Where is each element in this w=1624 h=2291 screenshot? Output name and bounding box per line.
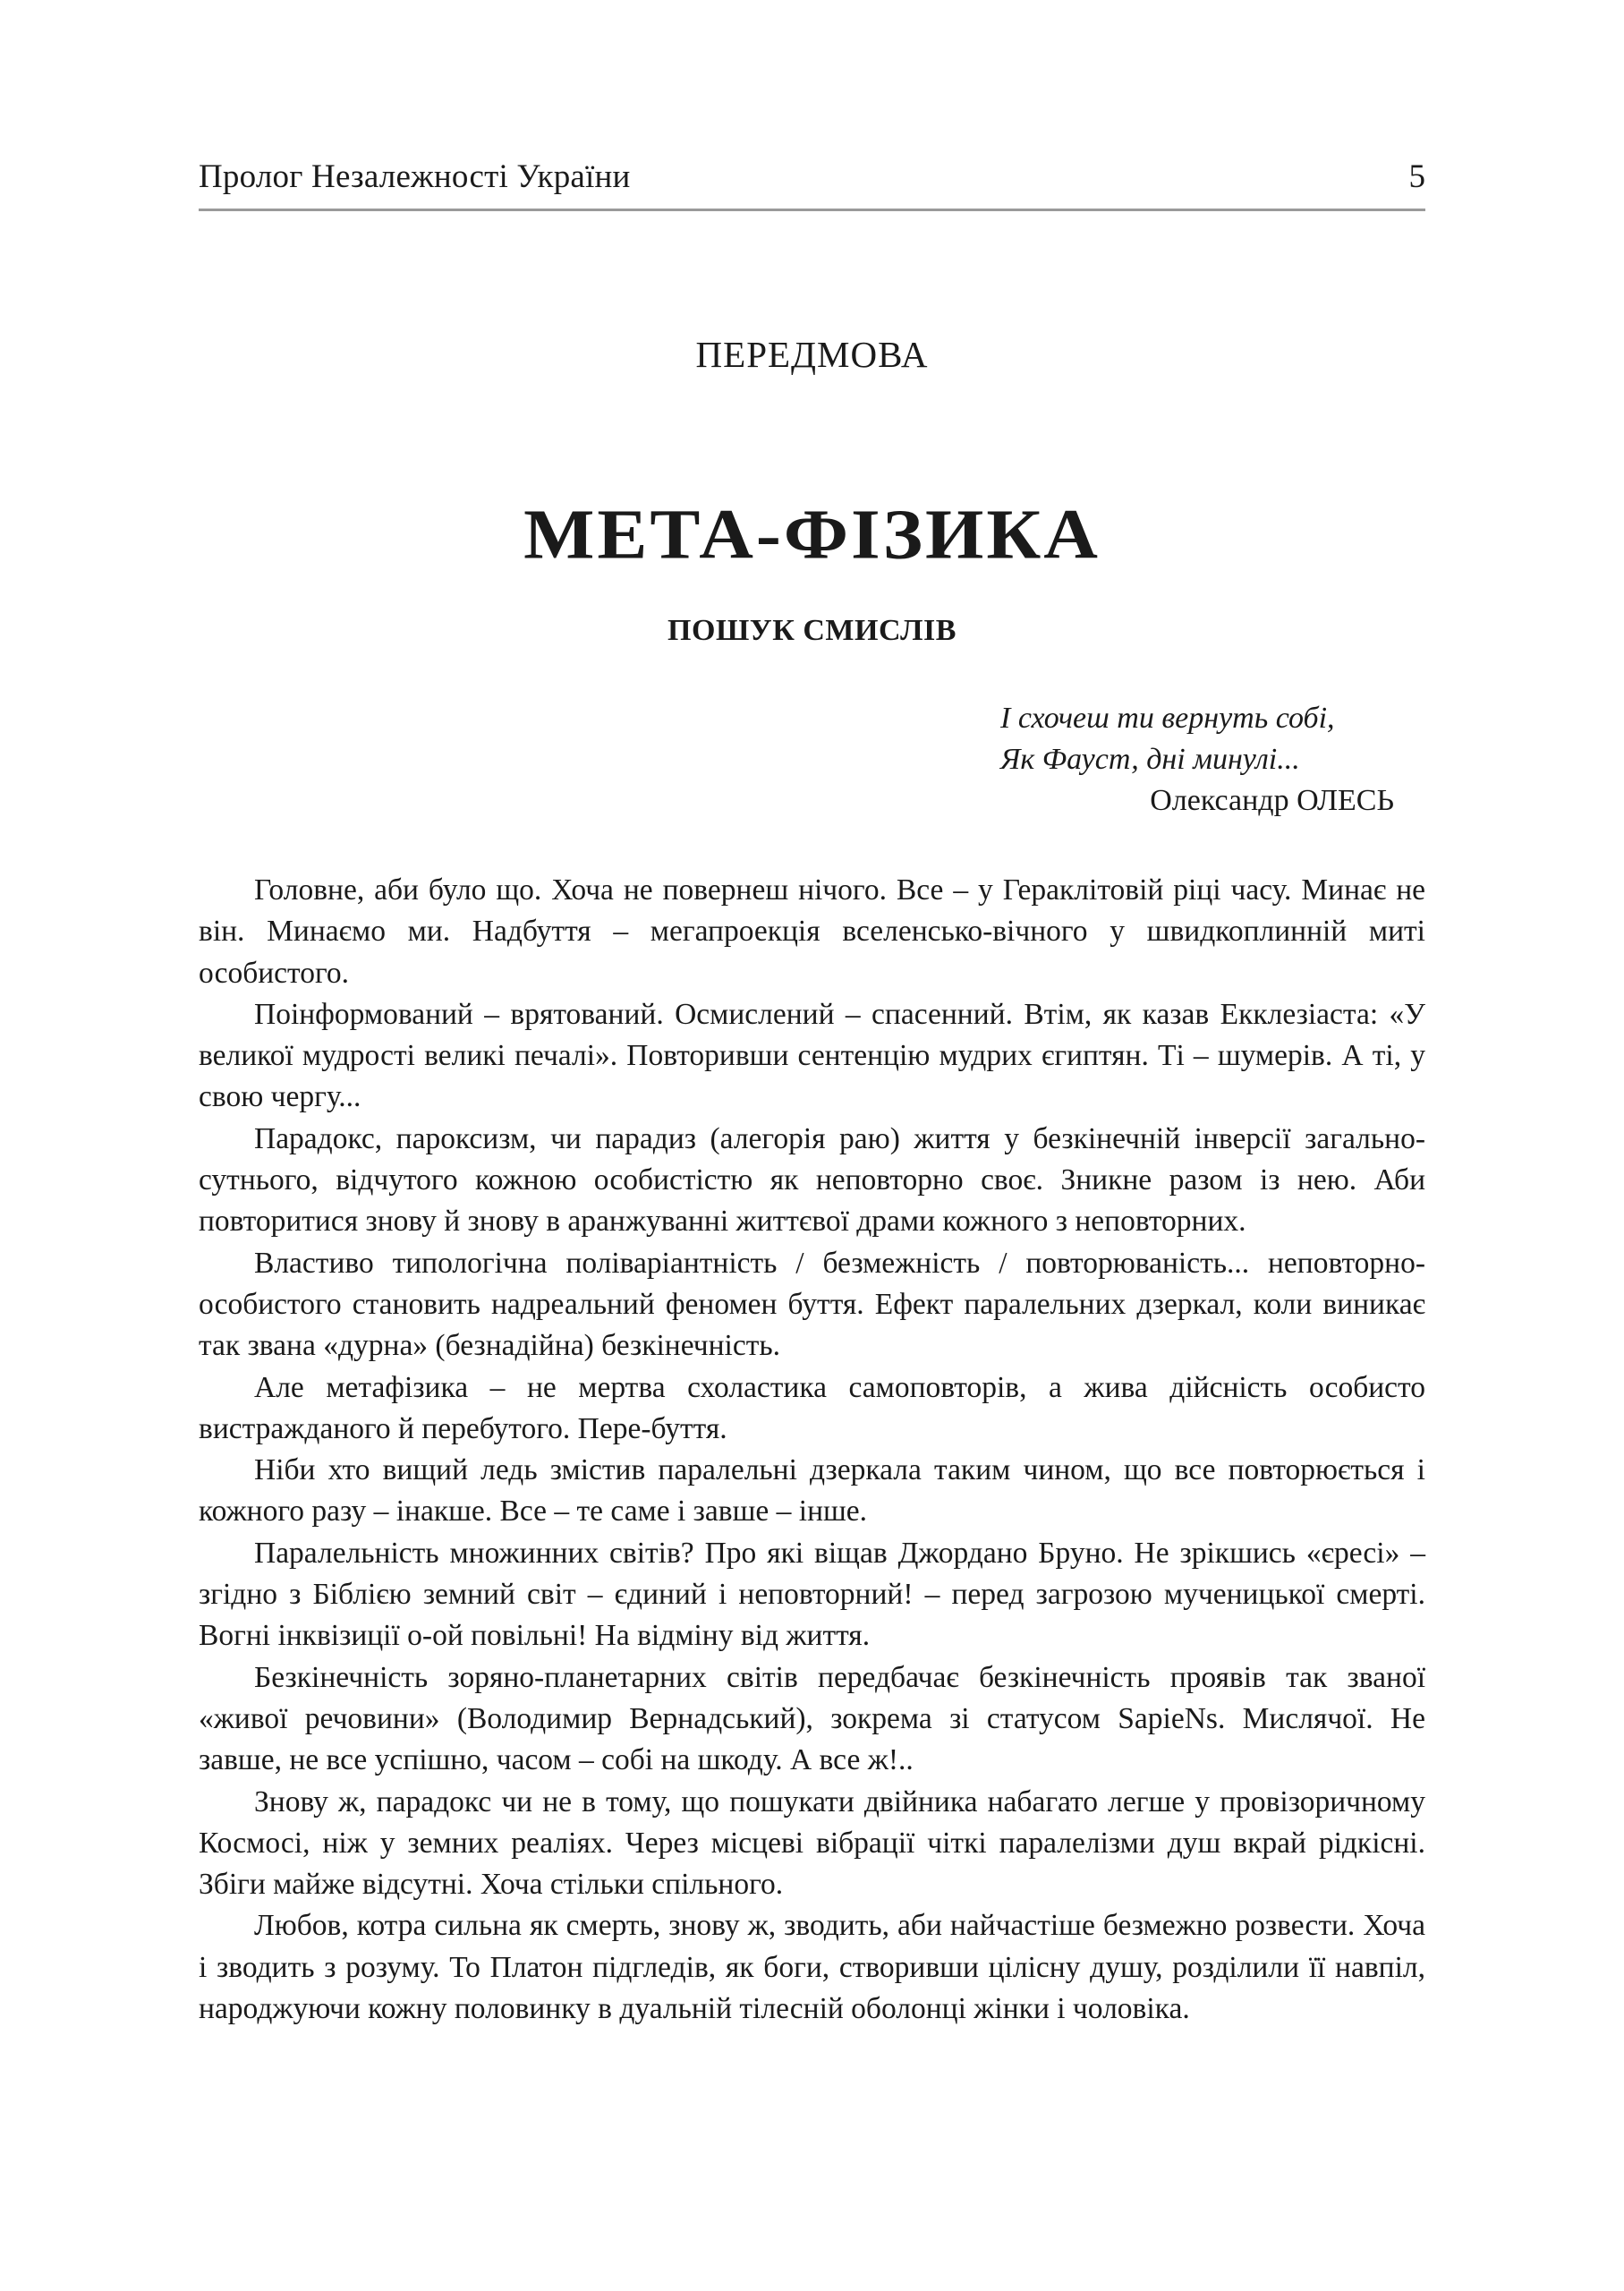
paragraph: Але метафізика – не мертва схоластика самоповторів, а жива дійсність особисто вистражданого й перебутого. Пере-буття. <box>199 1370 1425 1445</box>
epigraph-line: І схочеш ти вернуть собі, <box>1000 702 1335 735</box>
paragraph: Ніби хто вищий ледь змістив паралельні дзеркала таким чином, що все повторюється і кожного разу – інакше. Все – те саме і завше – інше. <box>199 1453 1425 1529</box>
section-label: ПЕРЕДМОВА <box>695 334 929 375</box>
paragraph: Любов, котра сильна як смерть, знову ж, зводить, аби найчастіше безмежно розвести. Хоча і зводить з розуму. То Платон підгледів, як боги, створивши цілісну душу, розділили її навпіл, народжуючи кожну половинку в дуальній тілесній оболонці жінки і чоловіка. <box>199 1909 1425 2026</box>
paragraph: Парадокс, пароксизм, чи парадиз (алегорія раю) життя у безкінечній інверсії загально-сутнього, відчутого кожною особистістю як неповторно своє. Зникне разом із нею. Аби повторитися знову й знову в аранжуванні життєвої драми кожного з неповторних. <box>199 1121 1425 1239</box>
body-text <box>199 870 1425 2030</box>
header-rule <box>199 209 1425 211</box>
running-header <box>199 158 1425 197</box>
chapter-title: МЕТА-ФІЗИКА <box>523 495 1101 575</box>
paragraph: Паралельність множинних світів? Про які віщав Джордано Бруно. Не зрікшись «єресі» – згідно з Біблією земний світ – єдиний і неповторний! – перед загрозою мученицької смерті. Вогні інквізиції о-ой повільні! На відміну від життя. <box>199 1536 1425 1653</box>
paragraph: Властиво типологічна поліваріантність / безмежність / повторюваність... неповторно-особистого становить надреальний феномен буття. Ефект паралельних дзеркал, коли виникає так звана «дурна» (безнадійна) безкінечність. <box>199 1246 1425 1363</box>
paragraph: Головне, аби було що. Хоча не повернеш нічого. Все – у Гераклітовій ріці часу. Минає не він. Минаємо ми. Надбуття – мегапроекція вселенсько-вічного у швидкоплинній миті особистого. <box>199 873 1425 990</box>
paragraph: Знову ж, парадокс чи не в тому, що пошукати двійника набагато легше у провізоричному Космосі, ніж у земних реаліях. Через місцеві вібрації чіткі паралелізми душ вкрай рідкісні. Збіги майже відсутні. Хоча стільки спільного. <box>199 1784 1425 1902</box>
paragraph: Поінформований – врятований. Осмислений – спасенний. Втім, як казав Екклезіаста: «У великої мудрості великі печалі». Повторивши сентенцію мудрих єгиптян. Ті – шумерів. А ті, у свою чергу... <box>199 997 1425 1114</box>
paragraph: Безкінечність зоряно-планетарних світів передбачає безкінечність проявів так званої «живої речовини» (Володимир Вернадський), зокрема зі статусом SapieNs. Мислячої. Не завше, не все успішно, часом – собі на шкоду. А все ж!.. <box>199 1660 1425 1777</box>
epigraph <box>1000 698 1394 822</box>
chapter-subtitle: ПОШУК СМИСЛІВ <box>667 614 957 647</box>
running-title: Пролог Незалежності України <box>199 158 631 195</box>
epigraph-author: Олександр ОЛЕСЬ <box>1150 784 1394 817</box>
epigraph-line: Як Фауст, дні минулі... <box>1000 743 1300 776</box>
page-number: 5 <box>1408 158 1425 195</box>
